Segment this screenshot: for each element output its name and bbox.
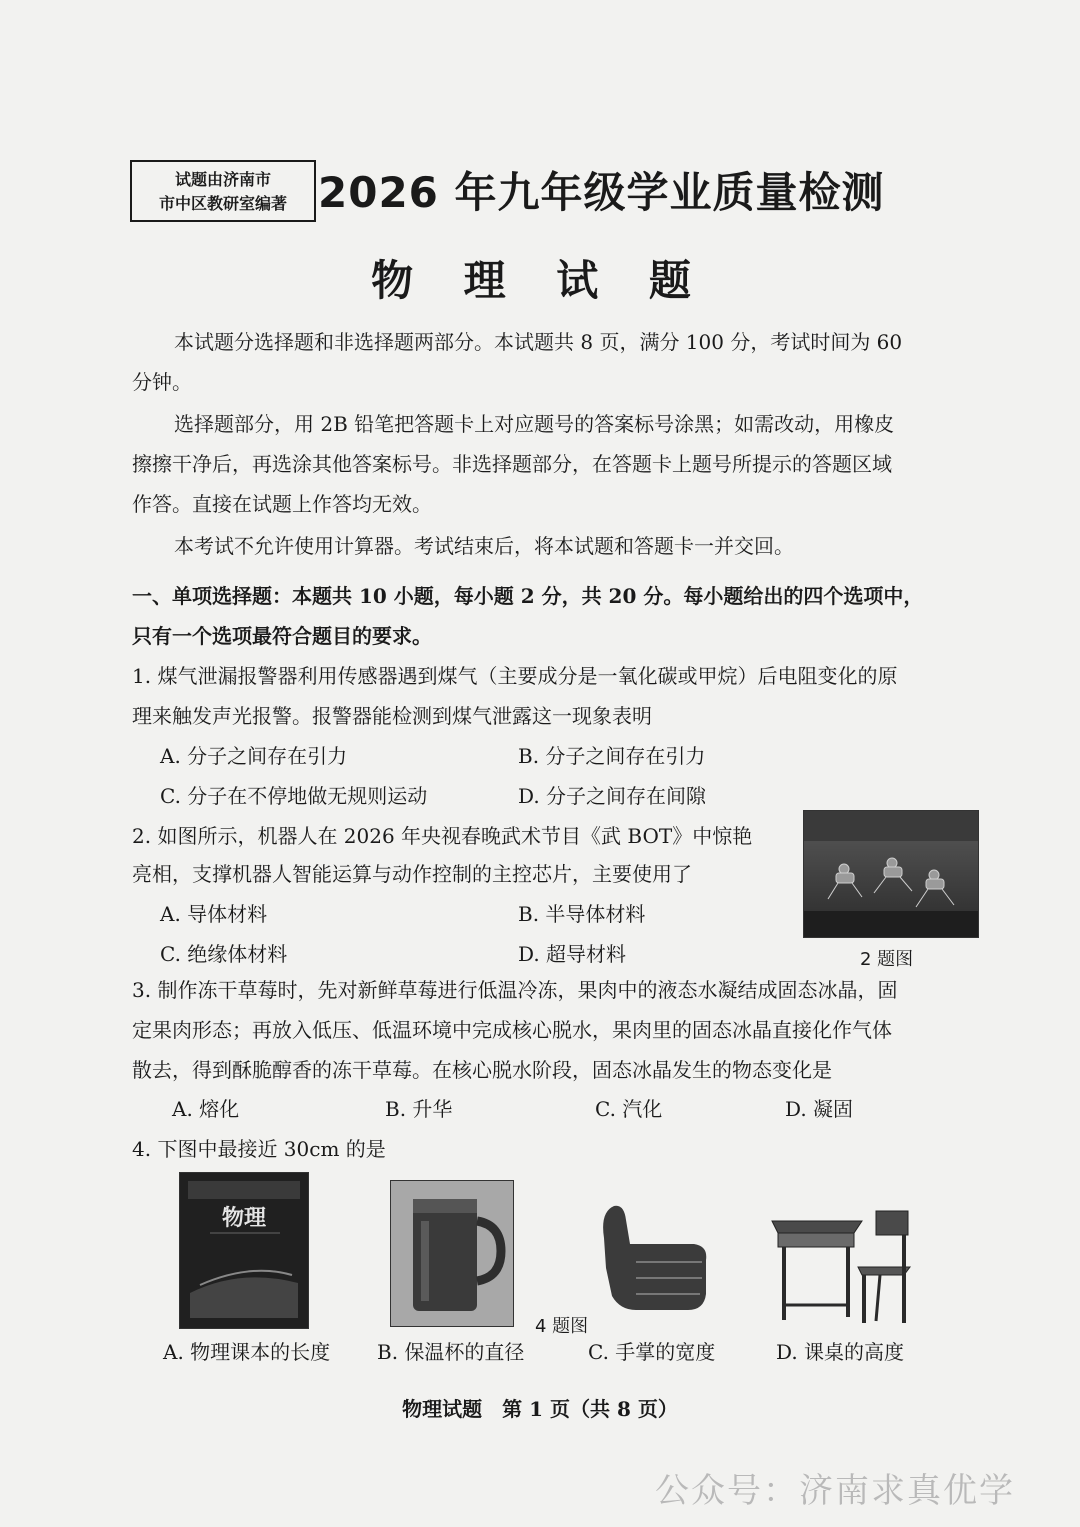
q4-option-c: C. 手掌的宽度 xyxy=(588,1340,716,1364)
thumbs-up-icon xyxy=(590,1198,715,1318)
editor-note-box xyxy=(130,160,316,222)
q2-stem-line1: 2. 如图所示，机器人在 2026 年央视春晚武术节目《武 BOT》中惊艳 xyxy=(132,824,753,848)
subject-title: 物 理 试 题 xyxy=(371,256,709,305)
q4-option-d: D. 课桌的高度 xyxy=(776,1340,905,1364)
page-footer: 物理试题 第 1 页（共 8 页） xyxy=(402,1397,678,1421)
q1-option-c: C. 分子在不停地做无规则运动 xyxy=(160,784,428,808)
robot-photo xyxy=(803,810,979,938)
thermos-cup-illustration xyxy=(391,1181,513,1326)
q1-option-d: D. 分子之间存在间隙 xyxy=(518,784,707,808)
desk-chair-illustration xyxy=(770,1205,920,1325)
editor-note-line2: 市中区教研室编著 xyxy=(158,194,287,213)
q2-option-c: C. 绝缘体材料 xyxy=(160,942,288,966)
q2-option-a: A. 导体材料 xyxy=(160,902,268,926)
instruction-line-3: 选择题部分，用 2B 铅笔把答题卡上对应题号的答案标号涂黑；如需改动，用橡皮 xyxy=(174,412,895,436)
q4-option-b: B. 保温杯的直径 xyxy=(377,1340,525,1364)
instruction-line-1: 本试题分选择题和非选择题两部分。本试题共 8 页，满分 100 分，考试时间为 60 xyxy=(174,330,903,354)
q1-option-a: A. 分子之间存在引力 xyxy=(160,744,348,768)
watermark: 公众号：济南求真优学 xyxy=(655,1471,1015,1511)
q2-option-d: D. 超导材料 xyxy=(518,942,627,966)
instruction-line-2: 分钟。 xyxy=(132,370,192,394)
textbook-illustration xyxy=(180,1173,308,1328)
section-1-heading: 一、单项选择题：本题共 10 小题，每小题 2 分，共 20 分。每小题给出的四个选项中， xyxy=(132,584,924,608)
q3-stem-line3: 散去，得到酥脆醇香的冻干草莓。在核心脱水阶段，固态冰晶发生的物态变化是 xyxy=(132,1058,832,1082)
editor-note-line1: 试题由济南市 xyxy=(174,170,271,189)
physics-textbook-image xyxy=(179,1172,309,1329)
instruction-line-6: 本考试不允许使用计算器。考试结束后，将本试题和答题卡一并交回。 xyxy=(174,534,794,558)
q1-option-b: B. 分子之间存在引力 xyxy=(518,744,706,768)
q3-stem-line1: 3. 制作冻干草莓时，先对新鲜草莓进行低温冷冻，果肉中的液态水凝结成固态冰晶，固 xyxy=(132,978,898,1002)
q4-stem: 4. 下图中最接近 30cm 的是 xyxy=(132,1137,386,1161)
instruction-line-5: 作答。直接在试题上作答均无效。 xyxy=(132,492,432,516)
thermos-cup-image xyxy=(390,1180,514,1327)
q2-figure-caption: 2 题图 xyxy=(860,949,914,970)
q1-stem-line1: 1. 煤气泄漏报警器利用传感器遇到煤气（主要成分是一氧化碳或甲烷）后电阻变化的原 xyxy=(132,664,898,688)
section-1-heading-cont: 只有一个选项最符合题目的要求。 xyxy=(132,624,432,648)
exam-title: 2026 年九年级学业质量检测 xyxy=(318,168,885,217)
q3-option-d: D. 凝固 xyxy=(785,1097,854,1121)
q4-figure-caption: 4 题图 xyxy=(535,1316,589,1337)
q2-stem-line2: 亮相，支撑机器人智能运算与动作控制的主控芯片，主要使用了 xyxy=(132,862,692,886)
desk-chair-image xyxy=(770,1205,920,1325)
q3-stem-line2: 定果肉形态；再放入低压、低温环境中完成核心脱水，果肉里的固态冰晶直接化作气体 xyxy=(132,1018,892,1042)
hand-palm-image xyxy=(590,1198,715,1318)
textbook-cover-title: 物理 xyxy=(221,1206,266,1231)
q2-option-b: B. 半导体材料 xyxy=(518,902,646,926)
instruction-line-4: 擦擦干净后，再选涂其他答案标号。非选择题部分，在答题卡上题号所提示的答题区域 xyxy=(132,452,892,476)
q3-option-a: A. 熔化 xyxy=(172,1097,240,1121)
q4-option-a: A. 物理课本的长度 xyxy=(163,1340,331,1364)
robot-image xyxy=(804,811,978,937)
q3-option-c: C. 汽化 xyxy=(595,1097,663,1121)
q3-option-b: B. 升华 xyxy=(385,1097,453,1121)
q1-stem-line2: 理来触发声光报警。报警器能检测到煤气泄露这一现象表明 xyxy=(132,704,652,728)
